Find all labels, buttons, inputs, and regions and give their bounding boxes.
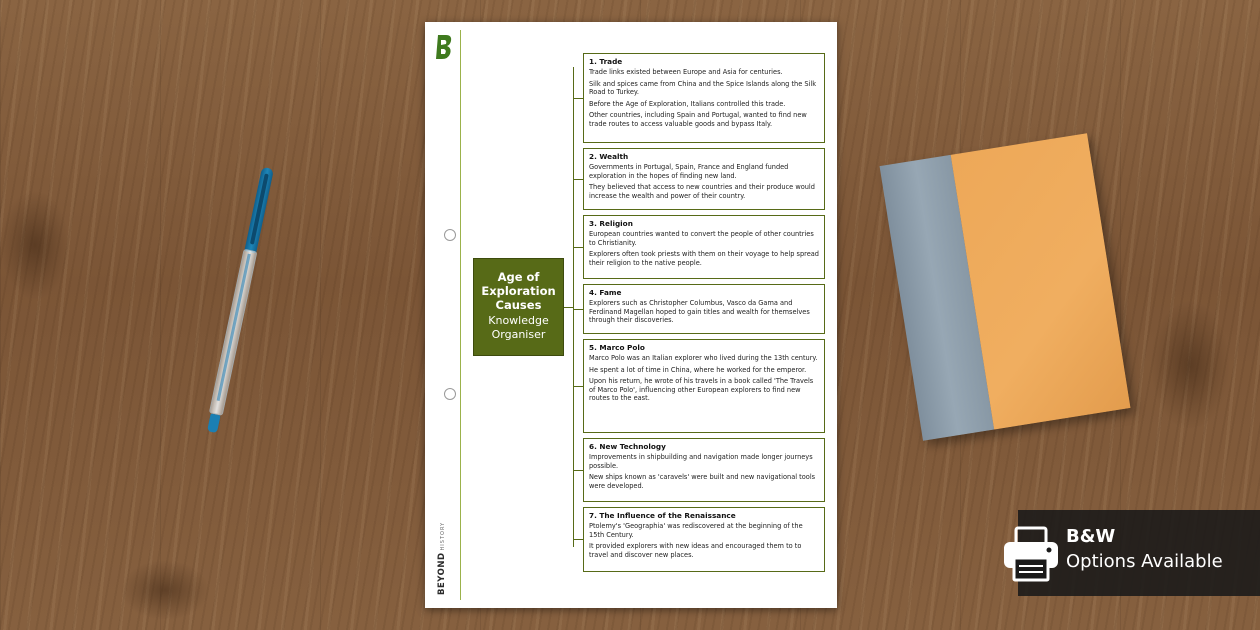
badge-subtitle: Options Available: [1066, 551, 1223, 572]
tree-trunk-line: [573, 67, 574, 547]
branch-line: [573, 179, 583, 180]
section-wealth: [583, 148, 825, 210]
branch-line: [573, 309, 583, 310]
section-paragraph: European countries wanted to convert the people of other countries to Christianity.: [589, 230, 814, 247]
section-marco-polo: [583, 339, 825, 433]
section-paragraph: Improvements in shipbuilding and navigation made longer journeys possible.: [589, 453, 813, 470]
brand-wordmark: [432, 521, 452, 604]
section-heading: 2. Wealth: [589, 152, 629, 161]
page-subtitle: Knowledge Organiser: [488, 314, 549, 341]
section-paragraph: Explorers often took priests with them on their voyage to help spread their religion to the native people.: [589, 250, 819, 267]
section-religion: [583, 215, 825, 279]
section-paragraph: Ptolemy's 'Geographia' was rediscovered at the beginning of the 15th Century.: [589, 522, 803, 539]
wood-knot: [1150, 300, 1230, 430]
knowledge-organiser-sheet: [425, 22, 837, 608]
section-paragraph: Explorers such as Christopher Columbus, Vasco da Gama and Ferdinand Magellan hoped to gain titles and wealth for themselves through their discoveries.: [589, 299, 810, 325]
section-heading: 1. Trade: [589, 57, 623, 66]
section-paragraph: Silk and spices came from China and the Spice Islands along the Silk Road to Turkey.: [589, 79, 817, 97]
section-paragraph: Marco Polo was an Italian explorer who lived during the 13th century.: [589, 354, 818, 362]
section-renaissance: [583, 507, 825, 572]
section-new-technology: [583, 438, 825, 502]
brand-sub: HISTORY: [440, 521, 446, 551]
title-connector: [564, 307, 573, 308]
brand-text: [437, 521, 447, 595]
ballpoint-pen: [204, 166, 276, 433]
section-paragraph: They believed that access to new countries and their produce would increase the wealth and power of their country.: [589, 183, 815, 200]
section-paragraph: It provided explorers with new ideas and encouraged them to to travel and discover new places.: [589, 542, 802, 559]
pen-ink-tube: [217, 254, 251, 401]
bw-options-badge: [1018, 510, 1260, 596]
brand-name: BEYOND: [437, 552, 447, 595]
branch-line: [573, 247, 583, 248]
beyond-b-logo-icon: [435, 34, 453, 60]
branch-line: [573, 470, 583, 471]
wood-knot: [0, 190, 70, 300]
section-heading: 4. Fame: [589, 288, 622, 297]
section-fame: [583, 284, 825, 334]
section-heading: 7. The Influence of the Renaissance: [589, 511, 736, 520]
pen-end-cap: [207, 413, 221, 433]
page-title: Age of Exploration Causes: [481, 270, 556, 312]
punch-hole: [444, 229, 456, 241]
section-paragraph: Before the Age of Exploration, Italians controlled this trade.: [589, 99, 786, 108]
branch-line: [573, 386, 583, 387]
margin-rule: [460, 30, 461, 600]
section-heading: 3. Religion: [589, 219, 633, 228]
section-paragraph: He spent a lot of time in China, where he worked for the emperor.: [589, 365, 807, 374]
section-heading: 6. New Technology: [589, 442, 666, 451]
section-trade: [583, 53, 825, 143]
notebook: [880, 133, 1131, 440]
printer-icon: [1000, 526, 1062, 582]
title-box: [473, 258, 564, 356]
section-paragraph: Other countries, including Spain and Portugal, wanted to find new trade routes to access valuable goods and bypass Italy.: [589, 111, 807, 128]
section-heading: 5. Marco Polo: [589, 343, 645, 352]
wood-knot: [120, 560, 210, 620]
section-paragraph: Upon his return, he wrote of his travels in a book called 'The Travels of Marco Polo', influencing other European explorers to find new routes to the east.: [589, 377, 814, 403]
punch-hole: [444, 388, 456, 400]
branch-line: [573, 539, 583, 540]
section-paragraph: New ships known as 'caravels' were built and new navigational tools were developed.: [589, 473, 816, 490]
section-paragraph: Governments in Portugal, Spain, France and England funded exploration in the hopes of finding new land.: [589, 163, 789, 180]
section-paragraph: Trade links existed between Europe and Asia for centuries.: [589, 68, 783, 76]
badge-title: B&W: [1066, 526, 1116, 547]
branch-line: [573, 98, 583, 99]
